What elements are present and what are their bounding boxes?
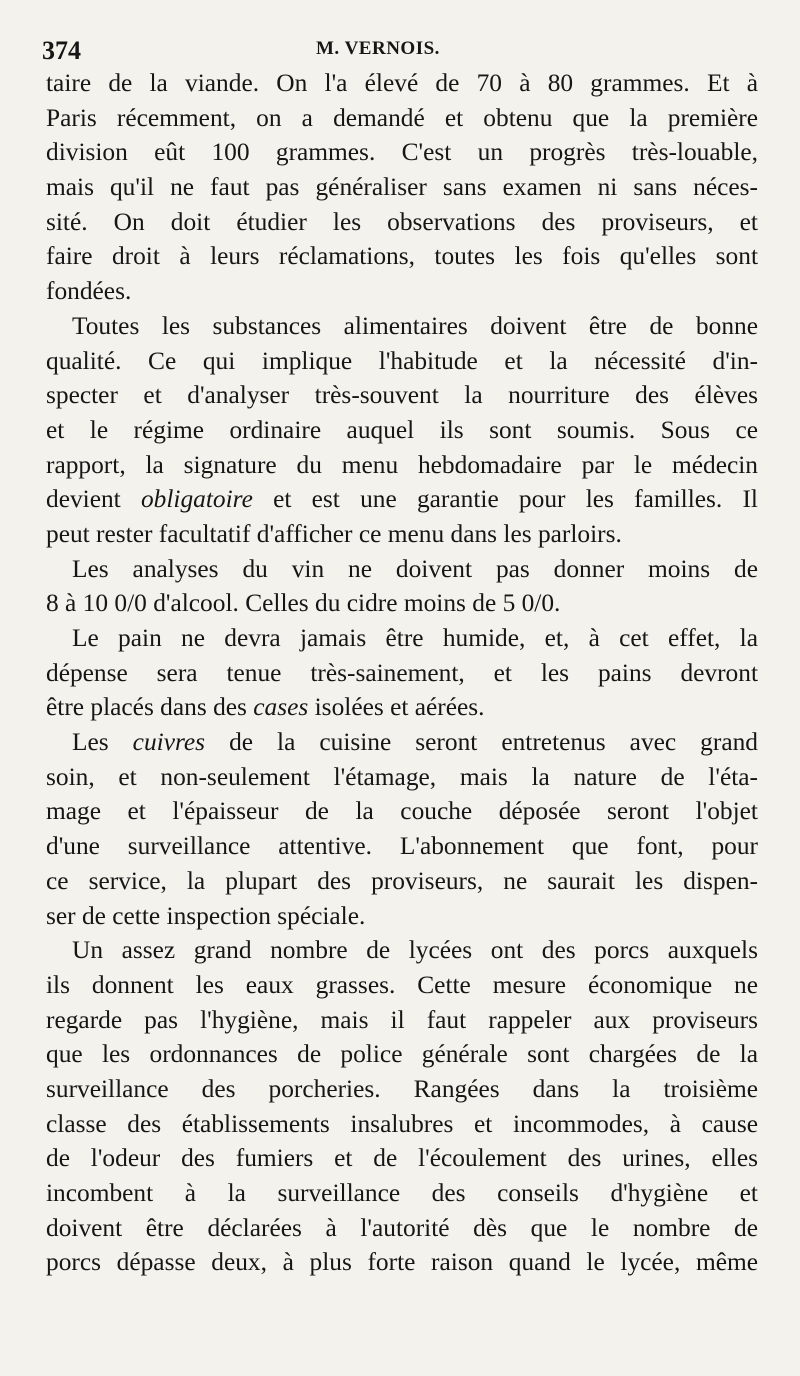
text-segment: ils donnent les eaux grasses. Cette mesure économique ne <box>46 970 758 999</box>
text-segment: division eût 100 grammes. C'est un progrès très-louable, <box>46 138 758 167</box>
text-line <box>46 690 758 725</box>
text-line <box>46 1141 758 1176</box>
text-line <box>46 274 758 309</box>
text-line <box>46 1037 758 1072</box>
text-segment: mais qu'il ne faut pas généraliser sans examen ni sans néces- <box>46 173 758 202</box>
text-segment: sité. On doit étudier les observations des proviseurs, et <box>46 207 758 236</box>
text-segment: peut rester facultatif d'afficher ce menu dans les parloirs. <box>46 519 622 548</box>
text-line <box>46 1176 758 1211</box>
text-segment: devient <box>46 485 141 514</box>
text-segment: dépense sera tenue très-sainement, et les pains devront <box>46 658 758 687</box>
text-line <box>46 482 758 517</box>
text-line <box>46 101 758 136</box>
text-segment: 8 à 10 0/0 d'alcool. Celles du cidre moins de 5 0/0. <box>46 589 561 618</box>
text-segment: et le régime ordinaire auquel ils sont soumis. Sous ce <box>46 415 758 444</box>
text-line <box>46 864 758 899</box>
body-text <box>46 66 758 1280</box>
text-segment: qualité. Ce qui implique l'habitude et la nécessité d'in- <box>46 346 758 375</box>
text-segment: incombent à la surveillance des conseils d'hygiène et <box>46 1179 758 1207</box>
text-segment: être placés dans des <box>46 693 254 722</box>
text-segment: mage et l'épaisseur de la couche déposée seront l'objet <box>46 797 758 826</box>
text-line <box>46 135 758 170</box>
text-line <box>46 829 758 864</box>
text-segment: de la cuisine seront entretenus avec grand <box>205 728 758 757</box>
text-line <box>46 933 758 968</box>
text-line <box>46 1107 758 1142</box>
text-segment: Paris récemment, on a demandé et obtenu que la première <box>46 103 758 132</box>
text-line <box>46 378 758 413</box>
text-segment: ce service, la plupart des proviseurs, ne saurait les dispen- <box>46 866 758 895</box>
text-line <box>46 239 758 274</box>
text-line <box>46 517 758 552</box>
running-head: M. VERNOIS. <box>316 38 440 59</box>
text-segment: classe des établissements insalubres et incommodes, à cause <box>46 1109 758 1138</box>
text-segment: fondées. <box>46 277 132 306</box>
text-line <box>46 1211 758 1246</box>
text-segment: surveillance des porcheries. Rangées dans la troisième <box>46 1074 758 1103</box>
text-segment: et est une garantie pour les familles. Il <box>252 485 758 514</box>
page-header <box>42 28 758 66</box>
book-page <box>42 28 758 1280</box>
text-line <box>46 205 758 240</box>
text-line <box>46 621 758 656</box>
text-line <box>46 899 758 934</box>
text-segment: rapport, la signature du menu hebdomadaire par le médecin <box>46 450 758 479</box>
text-line <box>46 794 758 829</box>
text-segment: ser de cette inspection spéciale. <box>46 901 366 930</box>
text-segment: d'une surveillance attentive. L'abonnement que font, pour <box>46 832 758 861</box>
italic-text: obligatoire <box>140 485 253 514</box>
text-segment: Le pain ne devra jamais être humide, et, à cet effet, la <box>72 624 758 652</box>
text-line <box>46 170 758 205</box>
text-line <box>46 413 758 448</box>
text-segment: Les analyses du vin ne doivent pas donner moins de <box>72 554 758 583</box>
text-line <box>46 344 758 379</box>
text-segment: soin, et non-seulement l'étamage, mais la nature de l'éta- <box>46 762 758 791</box>
text-segment: specter et d'analyser très-souvent la nourriture des élèves <box>46 381 758 410</box>
italic-text: cases <box>253 693 309 722</box>
page-number: 374 <box>42 36 81 65</box>
text-line <box>46 448 758 483</box>
text-line <box>46 1003 758 1038</box>
text-segment: Toutes les substances alimentaires doivent être de bonne <box>72 311 758 340</box>
text-line <box>46 309 758 344</box>
text-line <box>46 760 758 795</box>
text-line <box>46 968 758 1003</box>
text-segment: porcs dépasse deux, à plus forte raison quand le lycée, même <box>46 1248 758 1277</box>
text-segment: faire droit à leurs réclamations, toutes les fois qu'elles sont <box>46 242 758 271</box>
text-line <box>46 66 758 101</box>
text-segment: regarde pas l'hygiène, mais il faut rappeler aux proviseurs <box>46 1005 758 1034</box>
text-segment: que les ordonnances de police générale sont chargées de la <box>46 1040 758 1069</box>
text-segment: de l'odeur des fumiers et de l'écoulement des urines, elles <box>46 1144 758 1173</box>
italic-text: cuivres <box>132 728 206 757</box>
text-line <box>46 656 758 691</box>
text-segment: doivent être déclarées à l'autorité dès que le nombre de <box>46 1213 758 1242</box>
text-segment: taire de la viande. On l'a élevé de 70 à 80 grammes. Et à <box>46 69 758 97</box>
text-line <box>46 586 758 621</box>
text-segment: Les <box>72 728 133 757</box>
text-segment: isolées et aérées. <box>308 693 485 722</box>
text-line <box>46 1245 758 1280</box>
text-line <box>46 725 758 760</box>
text-line <box>46 552 758 587</box>
text-segment: Un assez grand nombre de lycées ont des porcs auxquels <box>72 936 758 965</box>
text-line <box>46 1072 758 1107</box>
